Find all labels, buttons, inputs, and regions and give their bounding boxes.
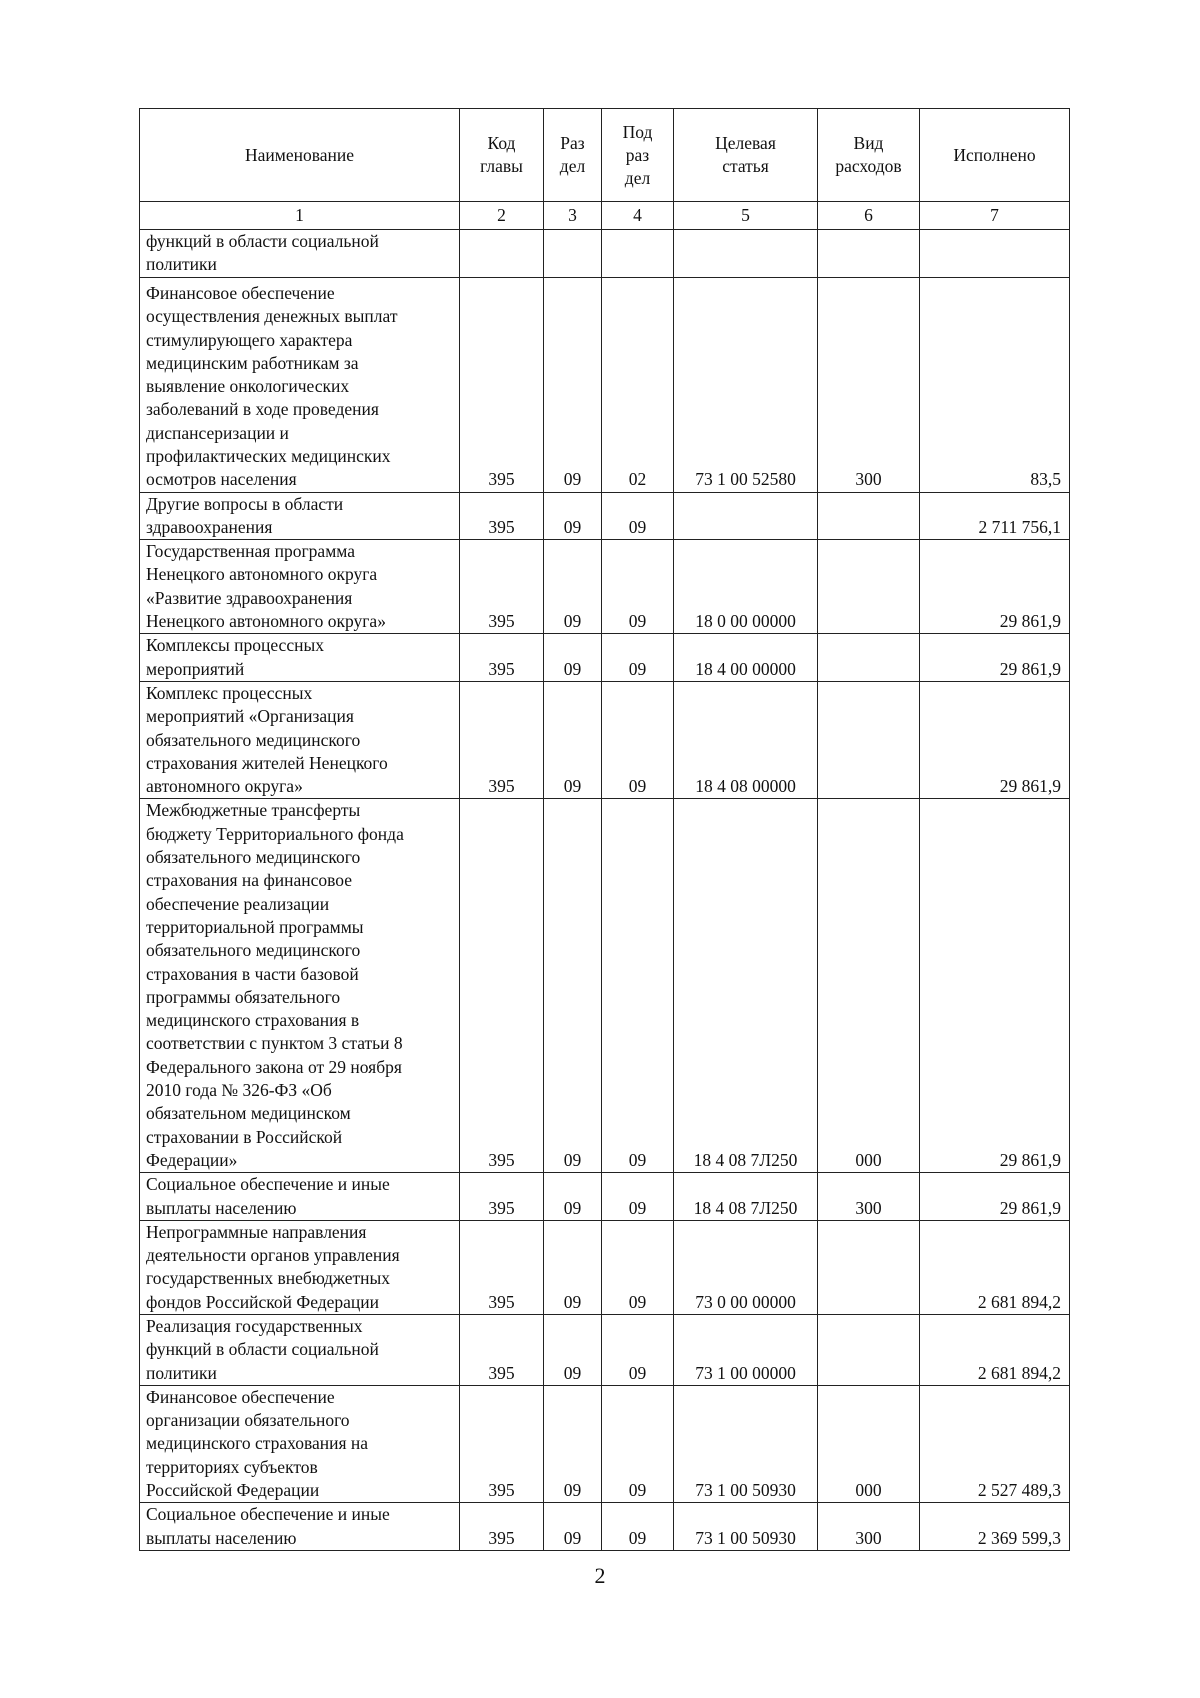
- column-number-row: [140, 202, 1070, 230]
- table-row: [140, 492, 1070, 540]
- row-kod-glavy: 395: [460, 799, 544, 1173]
- row-celevaya-statya: 73 1 00 50930: [674, 1503, 818, 1551]
- table-row: [140, 540, 1070, 634]
- row-razdel: 09: [544, 634, 602, 682]
- row-name: Социальное обеспечение и иные выплаты населению: [140, 1173, 460, 1221]
- header-name: Наименование: [140, 109, 460, 202]
- row-kod-glavy: 395: [460, 634, 544, 682]
- row-razdel: 09: [544, 1220, 602, 1314]
- table-row: [140, 799, 1070, 1173]
- row-celevaya-statya: 73 1 00 52580: [674, 277, 818, 492]
- row-vid-rashodov: [818, 681, 920, 798]
- row-ispolneno: 2 527 489,3: [920, 1385, 1070, 1502]
- row-kod-glavy: 395: [460, 1173, 544, 1221]
- row-ispolneno: 2 711 756,1: [920, 492, 1070, 540]
- row-razdel: 09: [544, 1314, 602, 1385]
- row-razdel: 09: [544, 1503, 602, 1551]
- header-celevaya-statya: Целевая статья: [674, 109, 818, 202]
- row-razdel: 09: [544, 1173, 602, 1221]
- row-kod-glavy: 395: [460, 277, 544, 492]
- table-row: [140, 1173, 1070, 1221]
- row-celevaya-statya: 18 4 08 7Л250: [674, 799, 818, 1173]
- row-ispolneno: 29 861,9: [920, 634, 1070, 682]
- row-ispolneno: 29 861,9: [920, 1173, 1070, 1221]
- row-kod-glavy: [460, 230, 544, 278]
- row-podrazdel: 09: [602, 540, 674, 634]
- row-vid-rashodov: 300: [818, 277, 920, 492]
- row-celevaya-statya: 18 0 00 00000: [674, 540, 818, 634]
- row-ispolneno: 2 369 599,3: [920, 1503, 1070, 1551]
- row-name: Финансовое обеспечение организации обязательного медицинского страхования на территориях субъектов Российской Федерации: [140, 1385, 460, 1502]
- row-ispolneno: 29 861,9: [920, 681, 1070, 798]
- row-vid-rashodov: [818, 1220, 920, 1314]
- row-podrazdel: 09: [602, 1385, 674, 1502]
- row-ispolneno: 29 861,9: [920, 540, 1070, 634]
- row-podrazdel: 09: [602, 1173, 674, 1221]
- row-name: Другие вопросы в области здравоохранения: [140, 492, 460, 540]
- table-row: [140, 1385, 1070, 1502]
- row-kod-glavy: 395: [460, 540, 544, 634]
- row-podrazdel: 09: [602, 1220, 674, 1314]
- row-vid-rashodov: 300: [818, 1503, 920, 1551]
- table-row: [140, 230, 1070, 278]
- header-kod-glavy: Код главы: [460, 109, 544, 202]
- row-vid-rashodov: [818, 634, 920, 682]
- row-razdel: 09: [544, 492, 602, 540]
- row-podrazdel: 09: [602, 1503, 674, 1551]
- column-number: 6: [818, 202, 920, 230]
- page-number: 2: [594, 1563, 606, 1588]
- row-celevaya-statya: [674, 492, 818, 540]
- row-name: Комплекс процессных мероприятий «Организация обязательного медицинского страхования жителей Ненецкого автономного округа»: [140, 681, 460, 798]
- row-celevaya-statya: 18 4 08 00000: [674, 681, 818, 798]
- row-celevaya-statya: 73 0 00 00000: [674, 1220, 818, 1314]
- row-celevaya-statya: 18 4 00 00000: [674, 634, 818, 682]
- row-name: Комплексы процессных мероприятий: [140, 634, 460, 682]
- row-name: Непрограммные направления деятельности органов управления государственных внебюджетных фондов Российской Федерации: [140, 1220, 460, 1314]
- table-row: [140, 1314, 1070, 1385]
- row-razdel: 09: [544, 799, 602, 1173]
- row-razdel: 09: [544, 277, 602, 492]
- row-podrazdel: 09: [602, 492, 674, 540]
- row-vid-rashodov: 300: [818, 1173, 920, 1221]
- row-podrazdel: [602, 230, 674, 278]
- column-number: 7: [920, 202, 1070, 230]
- column-number: 1: [140, 202, 460, 230]
- row-name: Реализация государственных функций в области социальной политики: [140, 1314, 460, 1385]
- header-vid-rashodov: Вид расходов: [818, 109, 920, 202]
- header-razdel: Раз дел: [544, 109, 602, 202]
- row-kod-glavy: 395: [460, 1220, 544, 1314]
- table-row: [140, 634, 1070, 682]
- row-razdel: 09: [544, 1385, 602, 1502]
- header-podrazdel: Под раз дел: [602, 109, 674, 202]
- row-name: функций в области социальной политики: [140, 230, 460, 278]
- row-ispolneno: [920, 230, 1070, 278]
- row-celevaya-statya: 18 4 08 7Л250: [674, 1173, 818, 1221]
- row-name: Финансовое обеспечение осуществления денежных выплат стимулирующего характера медицинским работникам за выявление онкологических заболеваний в ходе проведения диспансеризации и профилактических медицинских осмотров населения: [140, 277, 460, 492]
- table-row: [140, 277, 1070, 492]
- row-celevaya-statya: 73 1 00 50930: [674, 1385, 818, 1502]
- row-vid-rashodov: [818, 1314, 920, 1385]
- row-ispolneno: 29 861,9: [920, 799, 1070, 1173]
- header-ispolneno: Исполнено: [920, 109, 1070, 202]
- row-podrazdel: 09: [602, 799, 674, 1173]
- column-number: 2: [460, 202, 544, 230]
- row-vid-rashodov: 000: [818, 799, 920, 1173]
- row-ispolneno: 83,5: [920, 277, 1070, 492]
- row-celevaya-statya: [674, 230, 818, 278]
- column-number: 3: [544, 202, 602, 230]
- table-body: [140, 230, 1070, 1551]
- row-celevaya-statya: 73 1 00 00000: [674, 1314, 818, 1385]
- row-ispolneno: 2 681 894,2: [920, 1314, 1070, 1385]
- row-name: Государственная программа Ненецкого автономного округа «Развитие здравоохранения Ненецкого автономного округа»: [140, 540, 460, 634]
- row-kod-glavy: 395: [460, 681, 544, 798]
- row-vid-rashodov: [818, 492, 920, 540]
- row-vid-rashodov: [818, 540, 920, 634]
- row-razdel: [544, 230, 602, 278]
- row-kod-glavy: 395: [460, 1314, 544, 1385]
- row-name: Межбюджетные трансферты бюджету Территориального фонда обязательного медицинского страхования на финансовое обеспечение реализации территориальной программы обязательного медицинского страхования в части базовой программы обязательного медицинского страхования в соответствии с пунктом 3 статьи 8 Федерального закона от 29 ноября 2010 года № 326-ФЗ «Об обязательном медицинском страховании в Российской Федерации»: [140, 799, 460, 1173]
- column-number: 4: [602, 202, 674, 230]
- row-podrazdel: 09: [602, 1314, 674, 1385]
- row-kod-glavy: 395: [460, 1503, 544, 1551]
- row-name: Социальное обеспечение и иные выплаты населению: [140, 1503, 460, 1551]
- header-row: [140, 109, 1070, 202]
- table-row: [140, 1503, 1070, 1551]
- table-row: [140, 1220, 1070, 1314]
- table-row: [140, 681, 1070, 798]
- row-vid-rashodov: 000: [818, 1385, 920, 1502]
- expenditure-table: [139, 108, 1070, 1551]
- row-podrazdel: 09: [602, 681, 674, 798]
- row-podrazdel: 02: [602, 277, 674, 492]
- row-ispolneno: 2 681 894,2: [920, 1220, 1070, 1314]
- row-kod-glavy: 395: [460, 492, 544, 540]
- column-number: 5: [674, 202, 818, 230]
- row-kod-glavy: 395: [460, 1385, 544, 1502]
- row-razdel: 09: [544, 540, 602, 634]
- row-podrazdel: 09: [602, 634, 674, 682]
- row-vid-rashodov: [818, 230, 920, 278]
- row-razdel: 09: [544, 681, 602, 798]
